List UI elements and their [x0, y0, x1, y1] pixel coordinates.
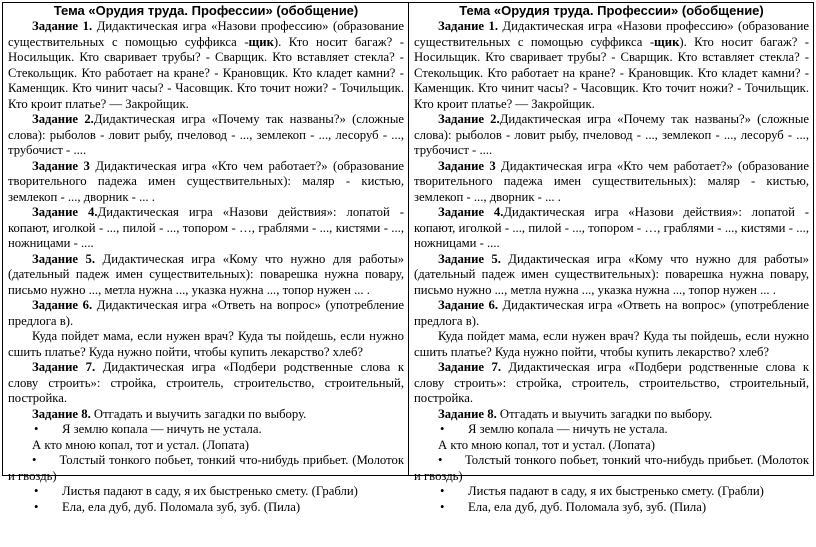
riddle-3: • Листья падают в саду, я их быстренько смету. (Грабли): [440, 484, 764, 498]
bullet-icon: •: [32, 453, 37, 467]
riddle-2: • Толстый тонкого побьет, тонкий что-нибудь прибьет. (Молоток и гвоздь): [8, 453, 404, 483]
task-2: Задание 2.Дидактическая игра «Почему так названы?» (сложные слова): рыболов - ловит рыбу, пчеловод - ..., землекоп - ..., лесоруб - ..., трубочист - ....: [8, 112, 404, 157]
task-5: Задание 5. Дидактическая игра «Кому что нужно для работы» (дательный падеж имен существительных): поварешка нужна повару, письмо нужно ..., метла нужна ..., указка нужна ..., топор нужен ... .: [8, 251, 404, 297]
task-6: Задание 6. Дидактическая игра «Ответь на вопрос» (употребление предлога в).: [414, 298, 809, 328]
task-3: Задание 3 Дидактическая игра «Кто чем работает?» (образование творительного падежа имен существительных): маляр - кистью, землекоп - ..., дворник - ... .: [8, 158, 404, 204]
task-6-questions: Куда пойдет мама, если нужен врач? Куда ты пойдешь, если нужно сшить платье? Куда нужно пойти, чтобы купить лекарство? хлеб?: [414, 329, 809, 359]
riddle-1-cont: А кто мною копал, тот и устал. (Лопата): [32, 437, 249, 452]
bullet-icon: •: [34, 422, 39, 436]
task-4: Задание 4.Дидактическая игра «Назови действия»: лопатой - копают, иголкой - ..., пилой - ..., топором - …, граблями - ..., кистями - ..., ножницами - ....: [8, 205, 404, 250]
task-1: Задание 1. Дидактическая игра «Назови профессию» (образование существительных с помощью суффикса -щик). Кто носит багаж? - Носильщик. Кто сваривает трубы? - Сварщик. Кто вставляет стекла? - Стекольщик. Кто работает на кране? - Крановщик. Кто кладет камни? - Каменщик. Кто чинит часы? - Часовщик. Кто точит ножи? - Точильщик. Кто кроит платье? — Закройщик.: [8, 19, 404, 111]
bullet-icon: •: [34, 499, 39, 514]
bullet-icon: •: [440, 484, 445, 498]
riddle-1: • Я землю копала — ничуть не устала.: [34, 422, 262, 436]
task-8: Задание 8. Отгадать и выучить загадки по выбору.: [438, 406, 713, 421]
document-table: [2, 2, 814, 514]
riddle-1-cont: А кто мною копал, тот и устал. (Лопата): [438, 437, 655, 452]
task-2: Задание 2.Дидактическая игра «Почему так названы?» (сложные слова): рыболов - ловит рыбу, пчеловод - ..., землекоп - ..., лесоруб - ..., трубочист - ....: [414, 112, 809, 157]
page-title: Тема «Орудия труда. Профессии» (обобщение): [53, 3, 359, 18]
riddle-2: • Толстый тонкого побьет, тонкий что-нибудь прибьет. (Молоток и гвоздь): [414, 453, 809, 483]
task-4: Задание 4.Дидактическая игра «Назови действия»: лопатой - копают, иголкой - ..., пилой - ..., топором - …, граблями - ..., кистями - ..., ножницами - ....: [414, 205, 809, 250]
riddle-3: • Листья падают в саду, я их быстренько смету. (Грабли): [34, 484, 358, 498]
bullet-icon: •: [34, 484, 39, 498]
task-6: Задание 6. Дидактическая игра «Ответь на вопрос» (употребление предлога в).: [8, 298, 404, 328]
task-5: Задание 5. Дидактическая игра «Кому что нужно для работы» (дательный падеж имен существительных): поварешка нужна повару, письмо нужно ..., метла нужна ..., указка нужна ..., топор нужен ... .: [414, 251, 809, 297]
riddle-4: • Ела, ела дуб, дуб. Поломала зуб, зуб. (Пила): [34, 499, 301, 514]
task-7: Задание 7. Дидактическая игра «Подбери родственные слова к слову строить»: стройка, строитель, строительство, строительный, постройка.: [414, 360, 809, 405]
task-3: Задание 3 Дидактическая игра «Кто чем работает?» (образование творительного падежа имен существительных): маляр - кистью, землекоп - ..., дворник - ... .: [414, 158, 809, 204]
bullet-icon: •: [440, 422, 445, 436]
riddle-1: • Я землю копала — ничуть не устала.: [440, 422, 668, 436]
riddle-4: • Ела, ела дуб, дуб. Поломала зуб, зуб. (Пила): [440, 499, 707, 514]
task-6-questions: Куда пойдет мама, если нужен врач? Куда ты пойдешь, если нужно сшить платье? Куда нужно пойти, чтобы купить лекарство? хлеб?: [8, 329, 404, 359]
page-title: Тема «Орудия труда. Профессии» (обобщение): [459, 3, 764, 18]
left-column: [3, 3, 408, 514]
right-column: [408, 3, 813, 514]
task-7: Задание 7. Дидактическая игра «Подбери родственные слова к слову строить»: стройка, строитель, строительство, строительный, постройка.: [8, 360, 404, 405]
bullet-icon: •: [438, 453, 443, 467]
bullet-icon: •: [440, 499, 445, 514]
task-1: Задание 1. Дидактическая игра «Назови профессию» (образование существительных с помощью суффикса -щик). Кто носит багаж? - Носильщик. Кто сваривает трубы? - Сварщик. Кто вставляет стекла? - Стекольщик. Кто работает на кране? - Крановщик. Кто кладет камни? - Каменщик. Кто чинит часы? - Часовщик. Кто точит ножи? - Точильщик. Кто кроит платье? — Закройщик.: [414, 19, 809, 111]
task-8: Задание 8. Отгадать и выучить загадки по выбору.: [32, 406, 307, 421]
